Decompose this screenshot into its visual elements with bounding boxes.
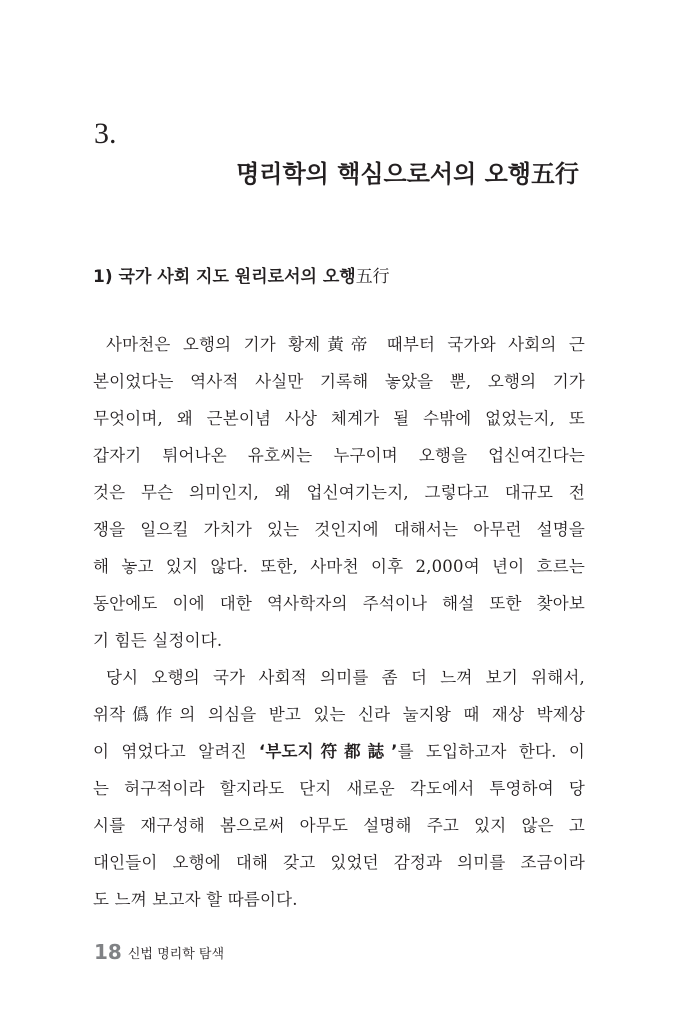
book-title-emphasis: ‘부도지符都誌’	[258, 742, 398, 761]
text-segment: 이 엮었다고 알려진	[93, 742, 259, 761]
text-line: 무엇이며, 왜 근본이념 사상 체계가 될 수밖에 없었는지, 또	[93, 409, 585, 428]
text-line: 사마천은 오행의 기가 황제黃帝 때부터 국가와 사회의 근	[106, 335, 585, 354]
text-line	[93, 733, 585, 770]
chapter-title-text: 명리학의 핵심으로서의 오행	[236, 160, 531, 188]
text-segment: 를 도입하고자 한다. 이	[397, 742, 586, 761]
text-line: 동안에도 이에 대한 역사학자의 주석이나 해설 또한 찾아보	[93, 594, 585, 613]
chapter-title	[236, 156, 579, 192]
text-line: 해 놓고 있지 않다. 또한, 사마천 이후 2,000여 년이 흐르는	[93, 557, 585, 576]
text-line: 갑자기 튀어나온 유호씨는 누구이며 오행을 업신여긴다는	[93, 446, 585, 465]
text-line: 도 느껴 보고자 할 따름이다.	[93, 890, 298, 909]
text-line: 것은 무슨 의미인지, 왜 업신여기는지, 그렇다고 대규모 전	[93, 483, 585, 502]
chapter-title-hanja: 五行	[531, 159, 579, 188]
text-line: 당시 오행의 국가 사회적 의미를 좀 더 느껴 보기 위해서,	[106, 668, 585, 687]
text-line: 기 힘든 실정이다.	[93, 631, 223, 650]
text-line: 위작僞作의 의심을 받고 있는 신라 눌지왕 때 재상 박제상	[93, 705, 585, 724]
paragraph	[93, 659, 585, 918]
text-line: 본이었다는 역사적 사실만 기록해 놓았을 뿐, 오행의 기가	[93, 372, 585, 391]
body-text	[93, 326, 585, 918]
text-line: 대인들이 오행에 대해 갖고 있었던 감정과 의미를 조금이라	[93, 853, 585, 872]
text-line: 는 허구적이라 할지라도 단지 새로운 각도에서 투영하여 당	[93, 779, 585, 798]
page-footer	[94, 940, 224, 964]
section-heading-hanja: 五行	[355, 267, 390, 287]
running-title: 신법 명리학 탐색	[127, 946, 225, 962]
text-line: 쟁을 일으킬 가치가 있는 것인지에 대해서는 아무런 설명을	[93, 520, 585, 539]
section-heading	[93, 262, 390, 292]
chapter-number: 3.	[94, 117, 117, 150]
section-heading-text: 1) 국가 사회 지도 원리로서의 오행	[93, 267, 356, 287]
page-number: 18	[94, 940, 122, 964]
paragraph	[93, 326, 585, 659]
text-line: 시를 재구성해 봄으로써 아무도 설명해 주고 있지 않은 고	[93, 816, 585, 835]
